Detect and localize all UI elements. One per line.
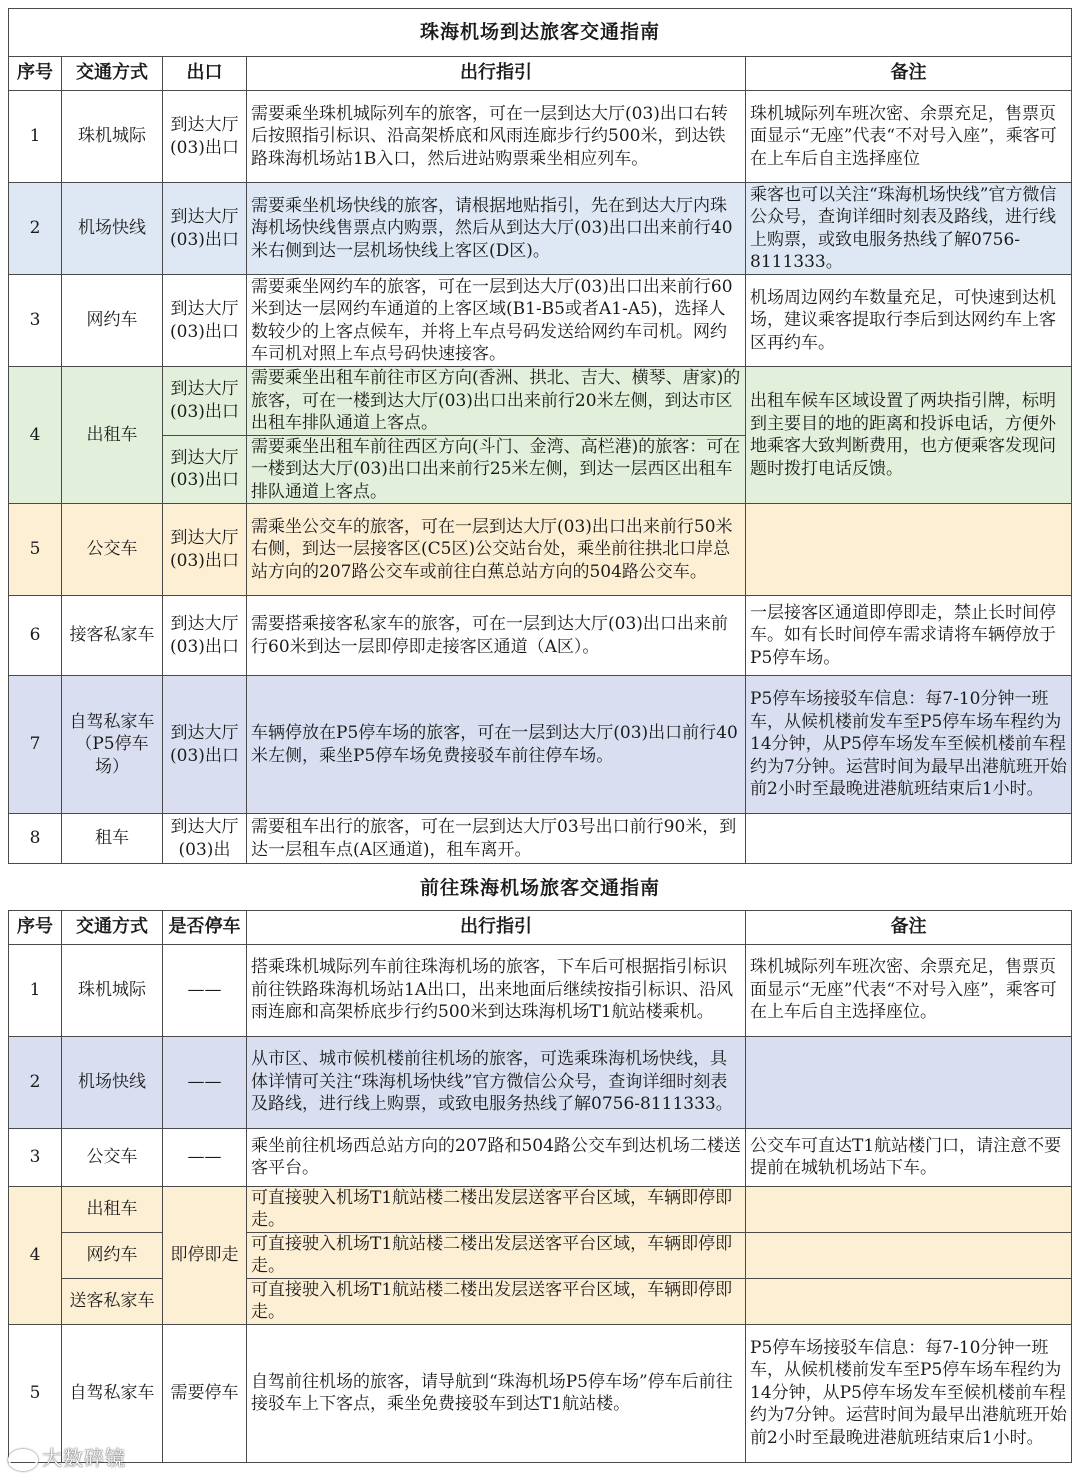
row-guide: 可直接驶入机场T1航站楼二楼出发层送客平台区域，车辆即停即走。	[247, 1278, 746, 1324]
row-mode: 网约车	[62, 1232, 163, 1278]
row-mode: 机场快线	[62, 183, 163, 275]
row-note: 乘客也可以关注“珠海机场快线”官方微信公众号，查询详细时刻表及路线，进行线上购票，或致电服务热线了解0756-8111333。	[746, 183, 1072, 275]
table-row	[9, 91, 1072, 183]
header-note: 备注	[746, 57, 1072, 91]
row-note: 珠机城际列车班次密、余票充足，售票页面显示“无座”代表“不对号入座”，乘客可在上车后自主选择座位	[746, 91, 1072, 183]
row-guide: 需要乘坐机场快线的旅客，请根据地贴指引，先在到达大厅内珠海机场快线售票点内购票，然后从到达大厅(03)出口出来前行40米右侧到达一层机场快线上客区(D区)。	[247, 183, 746, 275]
row-note: 珠机城际列车班次密、余票充足，售票页面显示“无座”代表“不对号入座”，乘客可在上车后自主选择座位。	[746, 944, 1072, 1036]
header-mode: 交通方式	[62, 57, 163, 91]
row-mode: 送客私家车	[62, 1278, 163, 1324]
row-guide: 需要乘坐出租车前往西区方向(斗门、金湾、高栏港)的旅客：可在一楼到达大厅(03)出口出来前行25米左侧，到达一层西区出租车排队通道上客点。	[247, 435, 746, 504]
row-exit: 到达大厅(03)出	[163, 814, 247, 864]
row-mode: 租车	[62, 814, 163, 864]
row-no: 6	[9, 596, 62, 676]
row-exit: 到达大厅(03)出口	[163, 435, 247, 504]
row-note: 公交车可直达T1航站楼门口，请注意不要提前在城轨机场站下车。	[746, 1128, 1072, 1186]
row-note: 出租车候车区域设置了两块指引牌，标明到主要目的地的距离和投诉电话，方便外地乘客大致判断费用，也方便乘客发现问题时拨打电话反馈。	[746, 367, 1072, 504]
header-parking: 是否停车	[163, 910, 247, 944]
header-exit: 出口	[163, 57, 247, 91]
table-row	[9, 504, 1072, 596]
row-parking: ——	[163, 1036, 247, 1128]
row-parking: 即停即走	[163, 1186, 247, 1324]
row-exit: 到达大厅(03)出口	[163, 367, 247, 436]
row-exit: 到达大厅(03)出口	[163, 504, 247, 596]
row-no: 3	[9, 1128, 62, 1186]
row-mode: 珠机城际	[62, 944, 163, 1036]
row-parking: ——	[163, 944, 247, 1036]
row-no: 5	[9, 1324, 62, 1462]
watermark	[8, 1442, 126, 1471]
header-note: 备注	[746, 910, 1072, 944]
weibo-logo-icon	[8, 1449, 38, 1471]
row-note: P5停车场接驳车信息：每7-10分钟一班车，从候机楼前发车至P5停车场车程约为14分钟，从P5停车场发车至候机楼前车程约为7分钟。运营时间为最早出港航班开始前2小时至最晚进港航班结束后1小时。	[746, 1324, 1072, 1462]
row-note	[746, 814, 1072, 864]
watermark-text: 大数碎镜	[42, 1446, 126, 1470]
row-no: 2	[9, 1036, 62, 1128]
row-mode: 接客私家车	[62, 596, 163, 676]
row-note	[746, 1036, 1072, 1128]
row-exit: 到达大厅(03)出口	[163, 91, 247, 183]
row-exit: 到达大厅(03)出口	[163, 596, 247, 676]
table-row	[9, 814, 1072, 864]
header-no: 序号	[9, 57, 62, 91]
row-guide: 自驾前往机场的旅客，请导航到“珠海机场P5停车场”停车后前往接驳车上下客点，乘坐免费接驳车到达T1航站楼。	[247, 1324, 746, 1462]
row-guide: 需要搭乘接客私家车的旅客，可在一层到达大厅(03)出口出来前行60米到达一层即停即走接客区通道（A区）。	[247, 596, 746, 676]
row-no: 7	[9, 676, 62, 814]
row-no: 1	[9, 944, 62, 1036]
row-guide: 搭乘珠机城际列车前往珠海机场的旅客，下车后可根据指引标识前往铁路珠海机场站1A出口，出来地面后继续按指引标识、沿风雨连廊和高架桥底步行约500米到达珠海机场T1航站楼乘机。	[247, 944, 746, 1036]
table-row	[9, 1324, 1072, 1462]
row-guide: 需要乘坐珠机城际列车的旅客，可在一层到达大厅(03)出口右转后按照指引标识、沿高架桥底和风雨连廊步行约500米，到达铁路珠海机场站1B入口，然后进站购票乘坐相应列车。	[247, 91, 746, 183]
row-mode: 珠机城际	[62, 91, 163, 183]
arrival-guide-table	[8, 8, 1072, 864]
arrival-table-title: 珠海机场到达旅客交通指南	[9, 9, 1072, 57]
table-row	[9, 275, 1072, 367]
row-note	[746, 1186, 1072, 1232]
row-mode: 自驾私家车（P5停车场）	[62, 676, 163, 814]
header-guide: 出行指引	[247, 910, 746, 944]
row-no: 2	[9, 183, 62, 275]
table-row	[9, 367, 1072, 436]
row-mode: 自驾私家车	[62, 1324, 163, 1462]
row-no: 5	[9, 504, 62, 596]
row-no: 3	[9, 275, 62, 367]
table-row	[9, 1128, 1072, 1186]
row-note	[746, 504, 1072, 596]
row-exit: 到达大厅(03)出口	[163, 275, 247, 367]
row-mode: 公交车	[62, 504, 163, 596]
row-guide: 需要乘坐网约车的旅客，可在一层到达大厅(03)出口出来前行60米到达一层网约车通道的上客区域(B1-B5或者A1-A5)，选择人数较少的上客点候车，并将上车点号码发送给网约车司机。网约车司机对照上车点号码快速接客。	[247, 275, 746, 367]
row-guide: 需要乘坐出租车前往市区方向(香洲、拱北、吉大、横琴、唐家)的旅客，可在一楼到达大厅(03)出口出来前行20米左侧，到达市区出租车排队通道上客点。	[247, 367, 746, 436]
row-mode: 机场快线	[62, 1036, 163, 1128]
row-mode: 公交车	[62, 1128, 163, 1186]
row-no: 1	[9, 91, 62, 183]
row-mode: 网约车	[62, 275, 163, 367]
row-guide: 车辆停放在P5停车场的旅客，可在一层到达大厅(03)出口前行40米左侧，乘坐P5停车场免费接驳车前往停车场。	[247, 676, 746, 814]
row-exit: 到达大厅(03)出口	[163, 183, 247, 275]
row-guide: 乘坐前往机场西总站方向的207路和504路公交车到达机场二楼送客平台。	[247, 1128, 746, 1186]
row-note: P5停车场接驳车信息：每7-10分钟一班车，从候机楼前发车至P5停车场车程约为14分钟，从P5停车场发车至候机楼前车程约为7分钟。运营时间为最早出港航班开始前2小时至最晚进港航班结束后1小时。	[746, 676, 1072, 814]
table-row	[9, 1186, 1072, 1232]
header-guide: 出行指引	[247, 57, 746, 91]
departure-guide-table	[8, 866, 1072, 1463]
header-mode: 交通方式	[62, 910, 163, 944]
row-note: 一层接客区通道即停即走，禁止长时间停车。如有长时间停车需求请将车辆停放于P5停车场。	[746, 596, 1072, 676]
row-guide: 可直接驶入机场T1航站楼二楼出发层送客平台区域，车辆即停即走。	[247, 1232, 746, 1278]
header-no: 序号	[9, 910, 62, 944]
row-guide: 可直接驶入机场T1航站楼二楼出发层送客平台区域，车辆即停即走。	[247, 1186, 746, 1232]
row-guide: 从市区、城市候机楼前往机场的旅客，可选乘珠海机场快线，具体详情可关注“珠海机场快线”官方微信公众号，查询详细时刻表及路线，进行线上购票，或致电服务热线了解0756-8111333。	[247, 1036, 746, 1128]
table-row	[9, 183, 1072, 275]
table-row	[9, 596, 1072, 676]
row-no: 8	[9, 814, 62, 864]
row-no: 4	[9, 367, 62, 504]
row-guide: 需乘坐公交车的旅客，可在一层到达大厅(03)出口出来前行50米右侧，到达一层接客区(C5区)公交站台处，乘坐前往拱北口岸总站方向的207路公交车或前往白蕉总站方向的504路公交车。	[247, 504, 746, 596]
table-row	[9, 676, 1072, 814]
departure-table-title: 前往珠海机场旅客交通指南	[9, 866, 1072, 910]
row-exit: 到达大厅(03)出口	[163, 676, 247, 814]
row-parking: ——	[163, 1128, 247, 1186]
row-mode: 出租车	[62, 367, 163, 504]
row-note	[746, 1232, 1072, 1278]
row-note	[746, 1278, 1072, 1324]
row-mode: 出租车	[62, 1186, 163, 1232]
table-row	[9, 1036, 1072, 1128]
table-row	[9, 944, 1072, 1036]
row-guide: 需要租车出行的旅客，可在一层到达大厅03号出口前行90米，到达一层租车点(A区通道)，租车离开。	[247, 814, 746, 864]
row-note: 机场周边网约车数量充足，可快速到达机场，建议乘客提取行李后到达网约车上客区再约车。	[746, 275, 1072, 367]
row-no: 4	[9, 1186, 62, 1324]
row-parking: 需要停车	[163, 1324, 247, 1462]
